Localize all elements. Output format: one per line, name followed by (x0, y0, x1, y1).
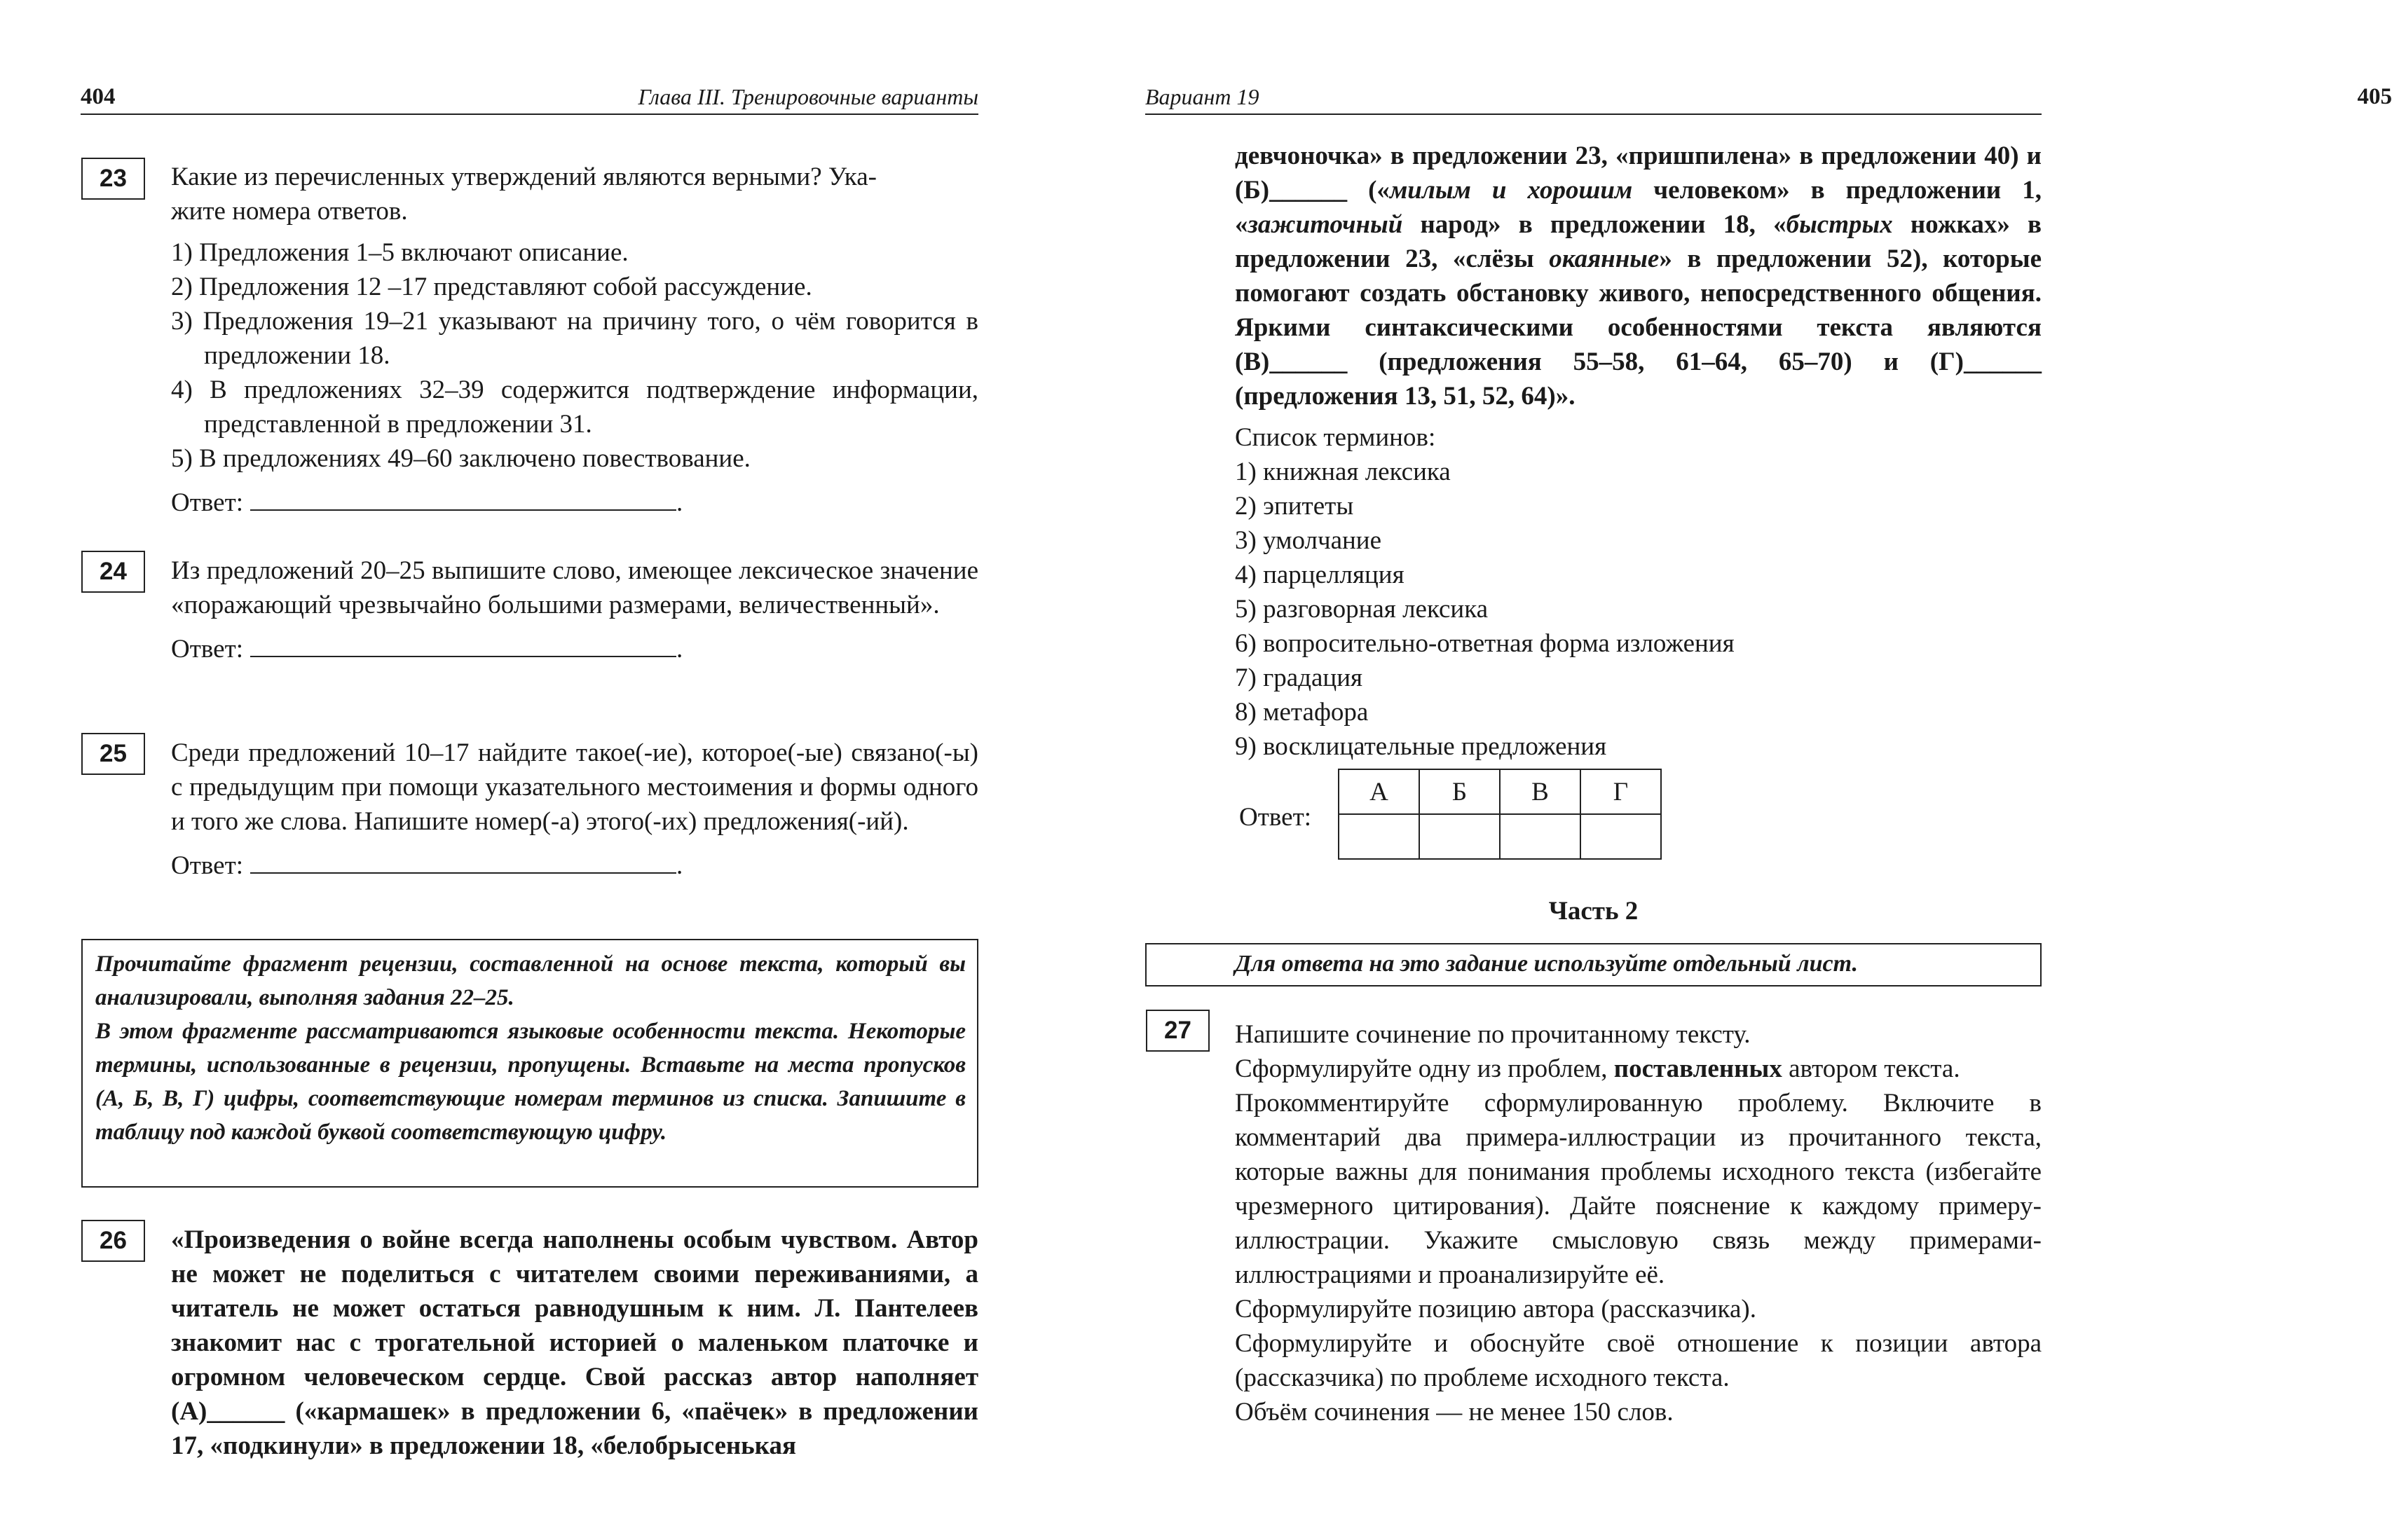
term-item: 6) вопросительно-ответная форма изложения (1235, 629, 1735, 658)
review-example: окаянные (1549, 245, 1660, 273)
running-title: Вариант 19 (1145, 84, 1259, 109)
answer-line-24[interactable] (250, 635, 676, 657)
review-example: быстрых (1786, 210, 1893, 239)
term-item: 4) парцелляция (1235, 561, 1405, 589)
part-2-title: Часть 2 (1548, 897, 1639, 926)
review-text: ножках» в предложении 23, «слёзы (1235, 210, 2042, 273)
question-24 (171, 554, 978, 666)
answer-label: Ответ: (171, 851, 244, 880)
header-rule (1145, 114, 2042, 115)
review-example: милым и хорошим (1389, 176, 1633, 205)
answer-label: Ответ: (171, 635, 244, 664)
term-item: 5) разговорная лексика (1235, 595, 1489, 624)
right-page (1051, 0, 2392, 1540)
question-23-option: 1) Предложения 1–5 включают описание. (171, 238, 629, 267)
running-title: Глава III. Тренировочные варианты (638, 84, 978, 109)
question-23-prompt-line-2: жите номера ответов. (171, 197, 408, 226)
review-example: зажиточный (1248, 210, 1403, 239)
terms-list (1235, 420, 2042, 764)
answer-cell-v[interactable] (1500, 814, 1580, 859)
term-item: 1) книжная лексика (1235, 458, 1451, 486)
instructions-paragraph-2: В этом фрагменте рассматриваются языковые особенности текста. Некоторые термины, использованные в рецензии, пропущены. Вставьте на места пропусков (А, Б, В, Г) цифры, соответствующие номерам терминов из списка. Запишите в таблицу под каждой буквой соответствующую цифру. (95, 1019, 966, 1145)
q27-line (1235, 1052, 2042, 1086)
answer-label-26: Ответ: (1239, 803, 1312, 832)
answer-table-header: В (1500, 769, 1580, 814)
question-number-25: 25 (81, 733, 145, 775)
answer-table-header-row (1339, 769, 1661, 814)
question-number-27: 27 (1146, 1010, 1210, 1052)
term-item: 3) умолчание (1235, 526, 1382, 555)
question-26-text: «Произведения о войне всегда наполнены особым чувством. Автор не может не поделиться с читателем своими переживаниями, а читатель не может остаться равнодушным к ним. Л. Пантелеев знакомит нас с трогательной историей о маленьком платочке и огромном человеческом сердце. Свой рассказ автор наполняет (А)______ («кармашек» в предложении 6, «паёчек» в предложении 17, «подкинули» в предложении 18, «белобрысенькая (171, 1225, 978, 1460)
answer-row-24: Ответ: . (171, 635, 683, 664)
question-23-option: 2) Предложения 12 –17 представляют собой рассуждение. (171, 273, 812, 301)
answer-table-header: А (1339, 769, 1419, 814)
q27-bold-word: поставленных (1613, 1054, 1782, 1083)
part-2-instruction-box: Для ответа на это задание используйте отдельный лист. (1145, 943, 2042, 986)
q27-line: Напишите сочинение по прочитанному тексту. (1235, 1020, 1751, 1049)
answer-table (1338, 769, 1662, 860)
page-number: 404 (81, 84, 116, 109)
term-item: 2) эпитеты (1235, 492, 1354, 521)
q27-line: Сформулируйте и обоснуйте своё отношение к позиции автора (рассказчика) по проблеме исходного текста. (1235, 1329, 2042, 1392)
question-number-26: 26 (81, 1220, 145, 1262)
question-24-text: Из предложений 20–25 выпишите слово, имеющее лексическое значение «поражающий чрезвычайно большими размерами, величественный». (171, 556, 978, 619)
question-25-text: Среди предложений 10–17 найдите такое(-ие), которое(-ые) связано(-ы) с предыдущим при помощи указательного местоимения и формы одного и того же слова. Напишите номер(-а) этого(-их) предложения(-ий). (171, 738, 978, 836)
left-page (0, 0, 1051, 1540)
question-23 (171, 160, 978, 520)
q27-text: Сформулируйте одну из проблем, (1235, 1054, 1614, 1083)
question-23-option: 4) В предложениях 32–39 содержится подтверждение информации, представленной в предложении 31. (171, 376, 978, 439)
answer-table-header: Г (1580, 769, 1661, 814)
answer-table-header: Б (1419, 769, 1500, 814)
term-item: 7) градация (1235, 664, 1363, 692)
q27-text: автором текста. (1782, 1054, 1960, 1083)
question-number-24: 24 (81, 551, 145, 593)
answer-cell-a[interactable] (1339, 814, 1419, 859)
review-instructions-box (81, 939, 978, 1188)
term-item: 9) восклицательные предложения (1235, 732, 1607, 761)
answer-cell-b[interactable] (1419, 814, 1500, 859)
q27-line: Объём сочинения — не менее 150 слов. (1235, 1398, 1674, 1426)
answer-cell-g[interactable] (1580, 814, 1661, 859)
q27-line: Сформулируйте позицию автора (рассказчика). (1235, 1295, 1756, 1324)
terms-title: Список терминов: (1235, 423, 1436, 452)
term-item: 8) метафора (1235, 698, 1369, 727)
question-27 (1235, 1017, 2042, 1429)
instructions-paragraph-1: Прочитайте фрагмент рецензии, составленной на основе текста, который вы анализировали, выполняя задания 22–25. (95, 951, 966, 1010)
question-25 (171, 736, 978, 883)
review-text: народ» в предложении 18, « (1402, 210, 1786, 239)
review-fragment-continuation (1235, 139, 2042, 413)
answer-line-25[interactable] (250, 851, 676, 874)
answer-label: Ответ: (171, 488, 244, 517)
answer-row-23: Ответ: . (171, 488, 683, 517)
question-23-prompt-line-1: Какие из перечисленных утверждений являются верными? Ука- (171, 163, 877, 191)
answer-line-23[interactable] (250, 488, 676, 511)
question-23-option: 3) Предложения 19–21 указывают на причину того, о чём говорится в предложении 18. (171, 307, 978, 370)
header-rule (81, 114, 978, 115)
q27-line: Прокомментируйте сформулированную проблему. Включите в комментарий два примера-иллюстрации из прочитанного текста, которые важны для понимания проблемы исходного текста (избегайте чрезмерного цитирования). Дайте пояснение к каждому примеру-иллюстрации. Укажите смысловую связь между примерами-иллюстрациями и проанализируйте её. (1235, 1089, 2042, 1289)
page-number: 405 (2357, 84, 2392, 109)
review-text: » в предложении 52), которые помогают создать обстановку живого, непосредственного общения. Яркими синтаксическими особенностями текста являются (В)______ (предложения 55–58, 61–64, 65–70) и (Г)______ (предложения 13, 51, 52, 64)». (1235, 245, 2042, 411)
review-text: человеком» в предложении 1, « (1235, 176, 2042, 239)
answer-table-input-row (1339, 814, 1661, 859)
question-23-option: 5) В предложениях 49–60 заключено повествование. (171, 444, 751, 473)
review-text: девчоночка» в предложении 23, «пришпилена» в предложении 40) и (Б)______ (« (1235, 142, 2042, 205)
answer-row-25: Ответ: . (171, 851, 683, 880)
question-number-23: 23 (81, 158, 145, 200)
